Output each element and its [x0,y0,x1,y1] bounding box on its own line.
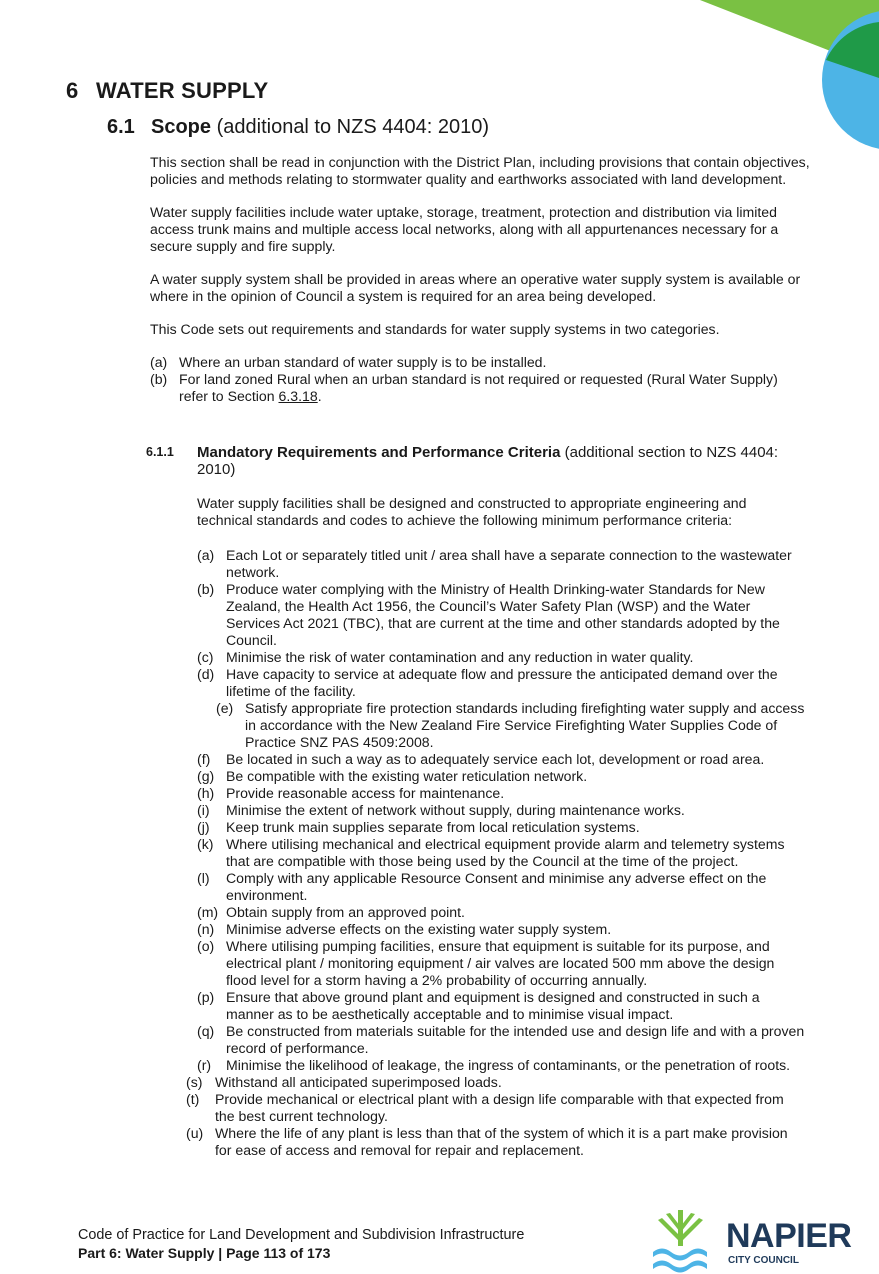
criteria-text: Ensure that above ground plant and equipment is designed and constructed in such a manner as to be aesthetically acceptable and to minimise visual impact. [226,989,760,1022]
logo-subtitle: CITY COUNCIL [728,1255,799,1266]
criteria-label: (g) [197,768,215,784]
criteria-text: Where utilising mechanical and electrical equipment provide alarm and telemetry systems that are compatible with those being used by the Council at the time of the project. [226,836,785,869]
criteria-item [197,649,806,666]
criteria-text: Provide reasonable access for maintenance. [226,785,505,801]
criteria-label: (j) [197,819,210,835]
criteria-text: Minimise the risk of water contamination and any reduction in water quality. [226,649,694,665]
paragraph: This Code sets out requirements and standards for water supply systems in two categories. [150,321,720,337]
page-footer [78,1226,524,1262]
list-label: (a) [150,354,168,370]
criteria-item [197,802,806,819]
criteria-text: Where the life of any plant is less than that of the system of which it is a part make provision for ease of access and removal for repair and replacement. [215,1125,788,1158]
criteria-label: (n) [197,921,215,937]
heading-title: WATER SUPPLY [96,78,269,103]
criteria-item [197,938,806,989]
list-item [150,354,810,371]
criteria-label: (c) [197,649,214,665]
category-list [150,354,810,405]
criteria-label: (u) [186,1125,204,1141]
criteria-label: (m) [197,904,219,920]
criteria-text: Have capacity to service at adequate flow and pressure the anticipated demand over the lifetime of the facility. [226,666,778,699]
criteria-text: Produce water complying with the Ministry of Health Drinking-water Standards for New Zealand, the Health Act 1956, the Council’s Water Safety Plan (WSP) and the Water Services Act 2021 (TBC), that are current at the time and other standards adopted by the Council. [226,581,780,648]
criteria-label: (d) [197,666,215,682]
criteria-text: Minimise the likelihood of leakage, the ingress of contaminants, or the penetration of roots. [226,1057,791,1073]
criteria-label: (o) [197,938,215,954]
subsection-title [197,444,806,478]
paragraph: A water supply system shall be provided in areas where an operative water supply system is available or where in the opinion of Council a system is required for an area being developed. [150,271,801,304]
criteria-label: (b) [197,581,215,597]
criteria-item [197,666,806,700]
heading-number: 6 [66,78,79,103]
criteria-list [186,547,806,1159]
subsection-number: 6.1.1 [146,445,174,459]
criteria-text: Comply with any applicable Resource Consent and minimise any adverse effect on the environment. [226,870,767,903]
criteria-item [186,1074,806,1091]
criteria-item [197,904,806,921]
criteria-label: (i) [197,802,210,818]
section-6-1-1 [146,444,806,1159]
heading-number: 6.1 [107,116,135,138]
criteria-item [197,1057,806,1074]
intro-paragraph: Water supply facilities shall be designed and constructed to appropriate engineering and technical standards and codes to achieve the following minimum performance criteria: [197,495,747,528]
logo-wordmark: NAPIER [726,1217,852,1255]
criteria-label: (l) [197,870,210,886]
criteria-text: Minimise the extent of network without supply, during maintenance works. [226,802,685,818]
heading-title-rest: (additional to NZS 4404: 2010) [216,116,489,138]
heading-scope [107,116,489,139]
criteria-label: (f) [197,751,211,767]
list-text: For land zoned Rural when an urban standard is not required or requested (Rural Water Supply) refer to Section [179,371,778,404]
criteria-item [197,768,806,785]
criteria-label: (q) [197,1023,215,1039]
criteria-text: Minimise adverse effects on the existing water supply system. [226,921,612,937]
criteria-text: Obtain supply from an approved point. [226,904,465,920]
footer-page-info: Part 6: Water Supply | Page 113 of 173 [78,1245,331,1261]
criteria-label: (t) [186,1091,200,1107]
criteria-label: (p) [197,989,215,1005]
criteria-item [197,989,806,1023]
subsection-body [186,495,806,1159]
criteria-item [197,836,806,870]
criteria-text: Be constructed from materials suitable for the intended use and design life and with a proven record of performance. [226,1023,805,1056]
criteria-item [186,1125,806,1159]
criteria-label: (e) [216,700,234,716]
criteria-label: (s) [186,1074,203,1090]
criteria-item [197,819,806,836]
heading-title-bold: Scope [151,116,212,138]
criteria-text: Be located in such a way as to adequately service each lot, development or road area. [226,751,765,767]
criteria-label: (r) [197,1057,212,1073]
list-text-end: . [317,388,322,404]
criteria-text: Satisfy appropriate fire protection standards including firefighting water supply and access in accordance with the New Zealand Fire Service Firefighting Water Supplies Code of Practice SNZ PAS 4509:2008. [245,700,805,750]
list-label: (b) [150,371,168,387]
subsection-title-rest: (additional section to NZS 4404: 2010) [197,444,779,478]
criteria-item [197,751,806,768]
criteria-item [197,921,806,938]
criteria-item [197,1023,806,1057]
list-text: Where an urban standard of water supply is to be installed. [179,354,547,370]
criteria-text: Be compatible with the existing water reticulation network. [226,768,588,784]
criteria-text: Keep trunk main supplies separate from local reticulation systems. [226,819,640,835]
criteria-text: Where utilising pumping facilities, ensure that equipment is suitable for its purpose, and electrical plant / monitoring equipment / air valves are located 500 mm above the design flood level for a storm having a 2% probability of occurring annually. [226,938,775,988]
criteria-text: Each Lot or separately titled unit / area shall have a separate connection to the wastewater network. [226,547,792,580]
criteria-item [186,1091,806,1125]
section-link[interactable]: 6.3.18 [278,388,318,404]
heading-water-supply [66,78,268,104]
criteria-item [197,785,806,802]
criteria-item [197,547,806,581]
subsection-title-bold: Mandatory Requirements and Performance Criteria [197,444,561,461]
criteria-item [197,581,806,649]
criteria-text: Withstand all anticipated superimposed loads. [215,1074,502,1090]
criteria-label: (h) [197,785,215,801]
paragraph: This section shall be read in conjunction with the District Plan, including provisions that contain objectives, policies and methods relating to stormwater quality and earthworks associated with land development. [150,154,810,187]
criteria-label: (a) [197,547,215,563]
subsection-heading [146,444,806,478]
criteria-item [216,700,806,751]
list-item [150,371,810,405]
criteria-label: (k) [197,836,214,852]
list-text-wrap [179,371,810,405]
criteria-item [197,870,806,904]
paragraph: Water supply facilities include water uptake, storage, treatment, protection and distribution via limited access trunk mains and multiple access local networks, along with all appurtenances necessary for a secure supply and fire supply. [150,204,779,254]
criteria-text: Provide mechanical or electrical plant with a design life comparable with that expected from the best current technology. [215,1091,784,1124]
scope-body [150,154,810,405]
footer-title: Code of Practice for Land Development and Subdivision Infrastructure [78,1227,525,1243]
